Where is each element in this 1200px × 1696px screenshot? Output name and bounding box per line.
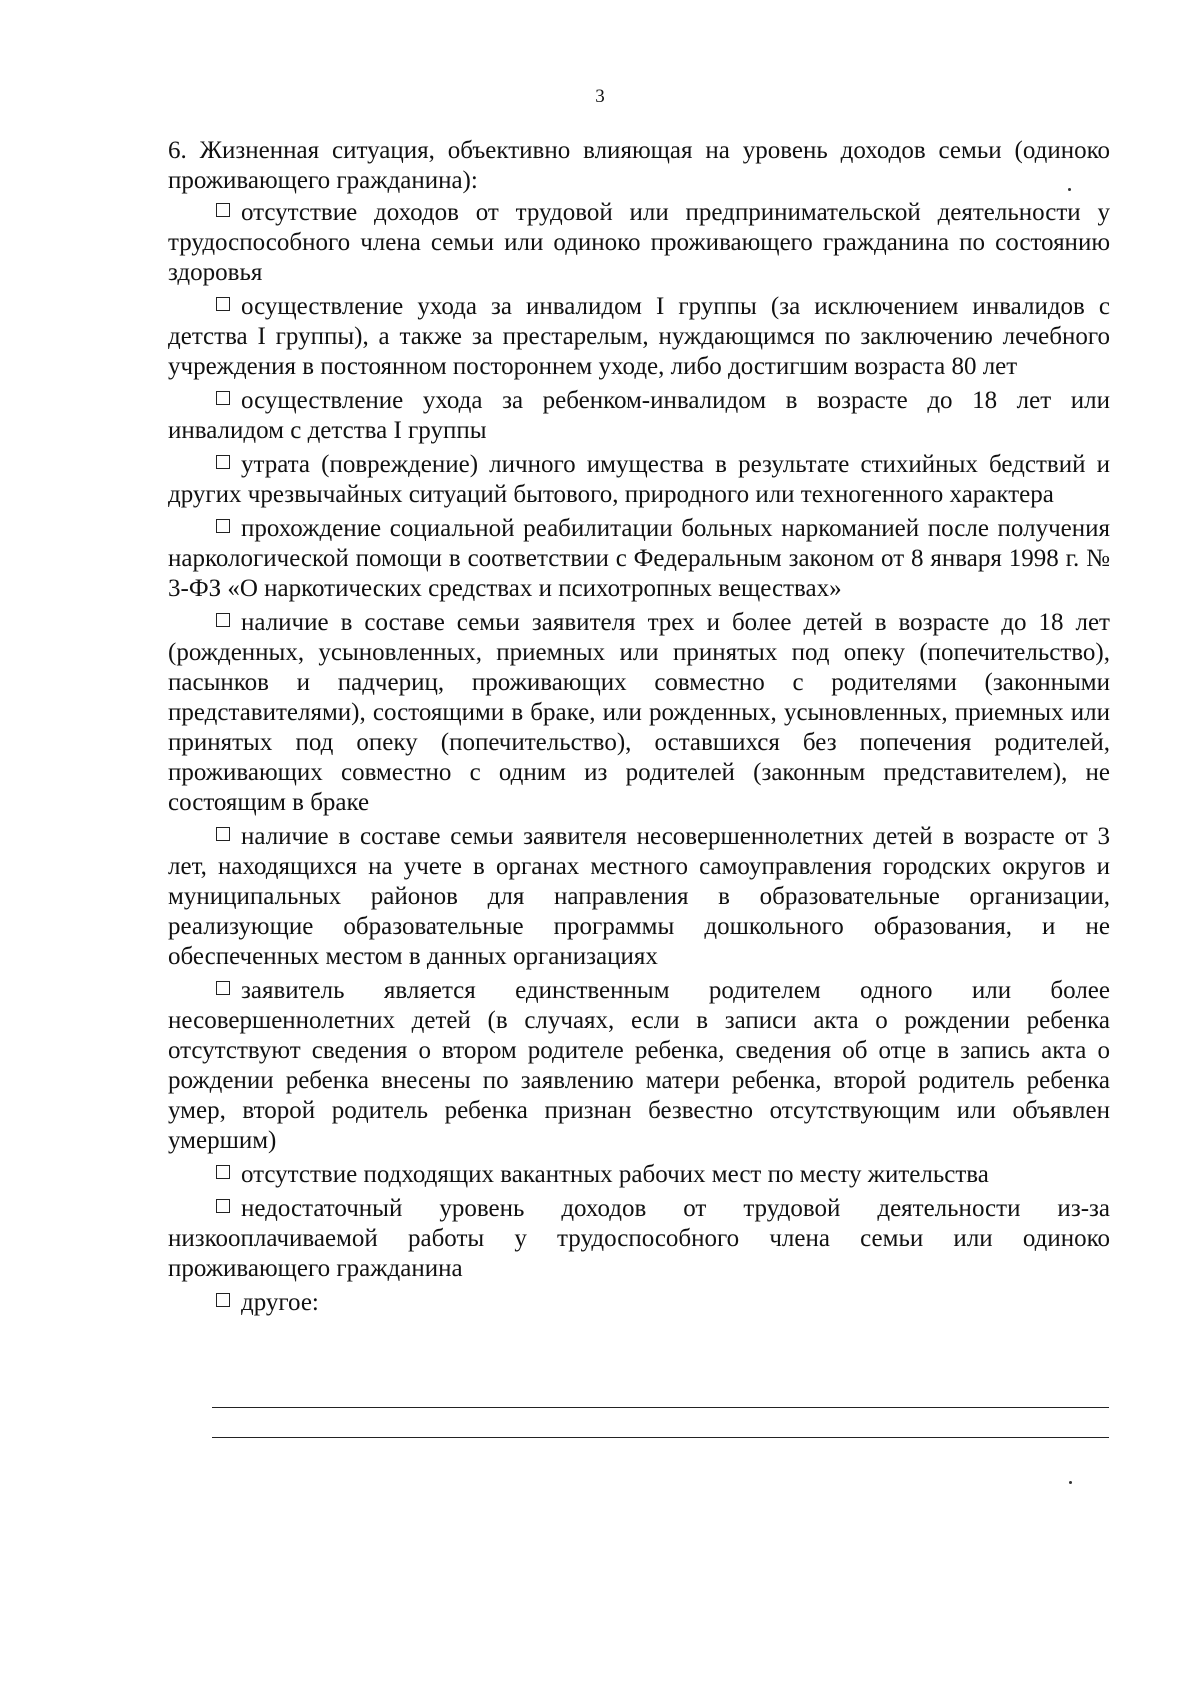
checkbox[interactable] [216, 1199, 230, 1213]
checkbox[interactable] [216, 391, 230, 405]
checkbox[interactable] [216, 455, 230, 469]
option-single-parent [168, 976, 1110, 1156]
option-large-family [168, 608, 1110, 818]
other-fill-line-2[interactable] [212, 1437, 1109, 1438]
other-fill-line-1[interactable] [212, 1407, 1109, 1408]
option-label: недостаточный уровень доходов от трудовой деятельности из-за низкооплачиваемой работы у трудоспособного члена семьи или одиноко проживающего гражданина [168, 1195, 1110, 1282]
checkbox[interactable] [216, 203, 230, 217]
scan-speck [1068, 188, 1071, 191]
option-drug-rehabilitation [168, 514, 1110, 604]
document-body [168, 136, 1110, 1318]
option-label: осуществление ухода за ребенком-инвалидом в возрасте до 18 лет или инвалидом с детства I группы [168, 387, 1110, 444]
option-label: прохождение социальной реабилитации больных наркоманией после получения наркологической помощи в соответствии с Федеральным законом от 8 января 1998 г. № 3-ФЗ «О наркотических средствах и психотропных веществах» [168, 515, 1110, 602]
option-label: отсутствие доходов от трудовой или предпринимательской деятельности у трудоспособного члена семьи или одиноко проживающего гражданина по состоянию здоровья [168, 199, 1110, 286]
option-label: осуществление ухода за инвалидом I группы (за исключением инвалидов с детства I группы), а также за престарелым, нуждающимся по заключению лечебного учреждения в постоянном постороннем уходе, либо достигшим возраста 80 лет [168, 293, 1110, 380]
checkbox[interactable] [216, 1165, 230, 1179]
scan-speck [1069, 1481, 1072, 1484]
checkbox[interactable] [216, 981, 230, 995]
option-other [168, 1288, 1110, 1318]
checkbox[interactable] [216, 827, 230, 841]
option-no-income-health [168, 198, 1110, 288]
page-number: 3 [595, 86, 605, 107]
option-low-income [168, 1194, 1110, 1284]
option-label: отсутствие подходящих вакантных рабочих мест по месту жительства [241, 1161, 989, 1188]
option-label: заявитель является единственным родителем одного или более несовершеннолетних детей (в случаях, если в записи акта о рождении ребенка отсутствуют сведения о втором родителе ребенка, сведения об отце в запись акта о рождении ребенка внесены по заявлению матери ребенка, второй родитель ребенка умер, второй родитель ребенка признан безвестно отсутствующим или объявлен умершим) [168, 977, 1110, 1154]
option-preschool-queue [168, 822, 1110, 972]
option-other-label: другое: [241, 1289, 319, 1316]
option-no-vacancies [168, 1160, 1110, 1190]
section-heading: 6. Жизненная ситуация, объективно влияющая на уровень доходов семьи (одиноко проживающего гражданина): [168, 137, 1110, 194]
option-care-disabled-group-1 [168, 292, 1110, 382]
checkbox[interactable] [216, 1293, 230, 1307]
checkbox[interactable] [216, 613, 230, 627]
option-label: наличие в составе семьи заявителя несовершеннолетних детей в возрасте от 3 лет, находящихся на учете в органах местного самоуправления городских округов и муниципальных районов для направления в образовательные организации, реализующие образовательные программы дошкольного образования, и не обеспеченных местом в данных организациях [168, 823, 1110, 970]
option-property-loss [168, 450, 1110, 510]
checkbox[interactable] [216, 297, 230, 311]
option-care-disabled-child [168, 386, 1110, 446]
option-label: наличие в составе семьи заявителя трех и более детей в возрасте до 18 лет (рожденных, усыновленных, приемных или принятых под опеку (попечительство), пасынков и падчериц, проживающих совместно с родителями (законными представителями), состоящими в браке, или рожденных, усыновленных, приемных или принятых под опеку (попечительство), оставшихся без попечения родителей, проживающих совместно с одним из родителей (законным представителем), не состоящим в браке [168, 609, 1110, 816]
checkbox[interactable] [216, 519, 230, 533]
option-label: утрата (повреждение) личного имущества в результате стихийных бедствий и других чрезвычайных ситуаций бытового, природного или техногенного характера [168, 451, 1110, 508]
